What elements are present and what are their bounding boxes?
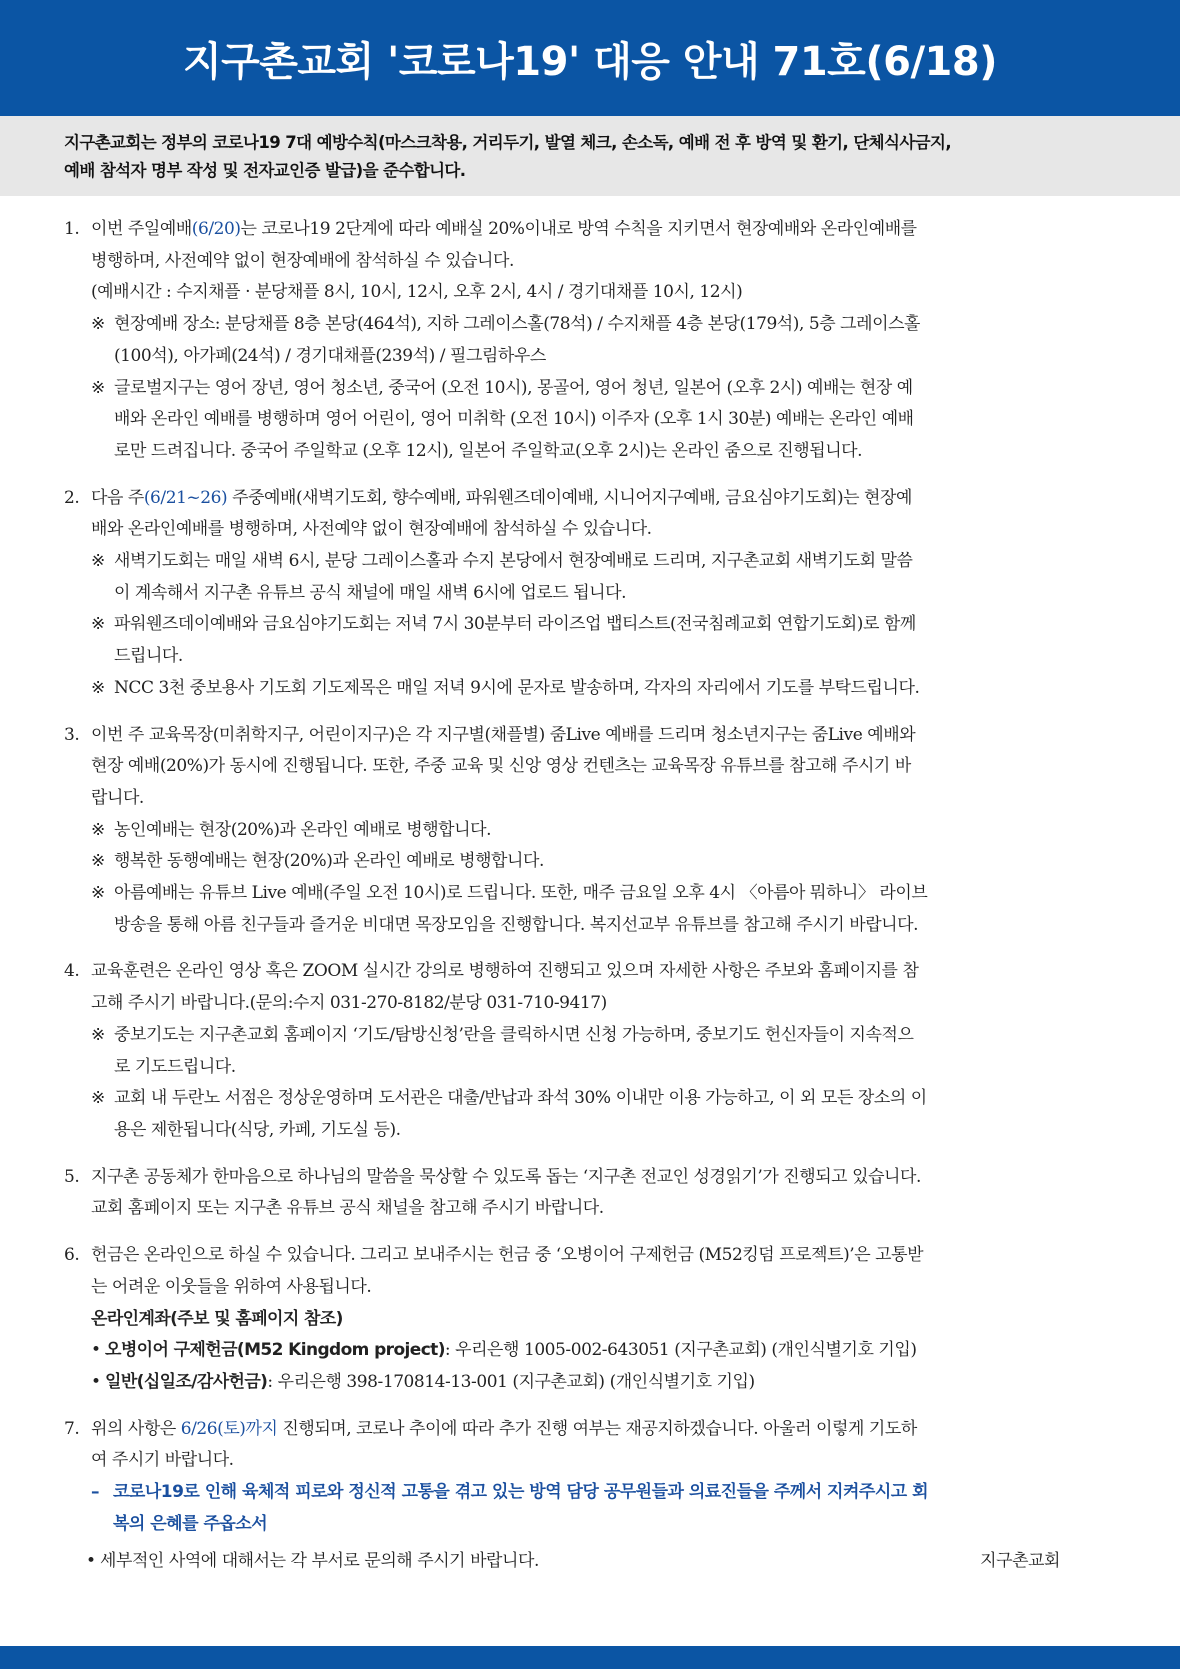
footer-bar: [0, 1646, 1180, 1669]
bullet-icon: •: [86, 1551, 96, 1572]
date-highlight: 6/26(토)까지: [180, 1418, 278, 1439]
notice-list: [0, 196, 1180, 1578]
signature: 지구촌교회: [980, 1551, 1060, 1572]
note-text: 파워웬즈데이예배와 금요심야기도회는 저녁 7시 30분부터 라이즈업 뱁티스트(전국침례교회 연합기도회)로 함께: [114, 614, 916, 635]
item-text: 지구촌 공동체가 한마음으로 하나님의 말씀을 묵상할 수 있도록 돕는 ‘지구촌 전교인 성경읽기’가 진행되고 있습니다.: [91, 1166, 921, 1187]
note-mark-icon: ※: [91, 614, 105, 635]
item-number: 4.: [64, 961, 80, 982]
note-text: 이 계속해서 지구촌 유튜브 공식 채널에 매일 새벽 6시에 업로드 됩니다.: [114, 582, 627, 603]
header-banner: [0, 0, 1180, 116]
item-text: 현장 예배(20%)가 동시에 진행됩니다. 또한, 주중 교육 및 신앙 영상 컨텐츠는 교육목장 유튜브를 참고해 주시기 바: [91, 756, 911, 777]
note-text: (100석), 아가페(24석) / 경기대채플(239석) / 필그림하우스: [114, 345, 546, 366]
note: [91, 609, 1120, 672]
note-text: 로 기도드립니다.: [114, 1056, 236, 1077]
note-text: 드립니다.: [114, 646, 183, 667]
note-text: 중보기도는 지구촌교회 홈페이지 ‘기도/탐방신청’란을 클릭하시면 신청 가능하며, 중보기도 헌신자들이 지속적으: [114, 1024, 914, 1045]
note-mark-icon: ※: [91, 314, 105, 335]
footer-row: [64, 1546, 1120, 1578]
note: [91, 673, 1120, 705]
note-text: NCC 3천 중보용사 기도회 기도제목은 매일 저녁 9시에 문자로 발송하며, 각자의 자리에서 기도를 부탁드립니다.: [114, 677, 920, 698]
note-text: 교회 내 두란노 서점은 정상운영하며 도서관은 대출/반납과 좌석 30% 이내만 이용 가능하고, 이 외 모든 장소의 이: [114, 1088, 927, 1109]
note: [91, 878, 1120, 941]
note-mark-icon: ※: [91, 677, 105, 698]
account-number: : 우리은행 1005-002-643051 (지구촌교회) (개인식별기호 기입): [444, 1340, 917, 1361]
note-text: 아름예배는 유튜브 Live 예배(주일 오전 10시)로 드립니다. 또한, 매주 금요일 오후 4시 〈아름아 뭐하니〉 라이브: [114, 883, 928, 904]
item-text: (예배시간 : 수지채플 · 분당채플 8시, 10시, 12시, 오후 2시, 4시 / 경기대채플 10시, 12시): [91, 282, 743, 303]
note-text: 새벽기도회는 매일 새벽 6시, 분당 그레이스홀과 수지 본당에서 현장예배로 드리며, 지구촌교회 새벽기도회 말씀: [114, 551, 913, 572]
page-title: 지구촌교회 '코로나19' 대응 안내 71호(6/18): [182, 38, 997, 85]
note-text: 로만 드려집니다. 중국어 주일학교 (오후 12시), 일본어 주일학교(오후 2시)는 온라인 줌으로 진행됩니다.: [114, 440, 863, 461]
note: [91, 309, 1120, 372]
item-number: 3.: [64, 724, 80, 745]
intro-line: 지구촌교회는 정부의 코로나19 7대 예방수칙(마스크착용, 거리두기, 발열 체크, 손소독, 예배 전 후 방역 및 환기, 단체식사금지,: [64, 133, 952, 152]
footer-note: 세부적인 사역에 대해서는 각 부서로 문의해 주시기 바랍니다.: [100, 1551, 539, 1572]
account-number: : 우리은행 398-170814-13-001 (지구촌교회) (개인식별기호 기입): [267, 1371, 755, 1392]
prayer-text: 복의 은혜를 주옵소서: [113, 1513, 268, 1534]
account-label: 오병이어 구제헌금(M52 Kingdom project): [105, 1340, 445, 1361]
notice-item-7: [64, 1414, 1120, 1541]
item-text: 다음 주(6/21~26) 주중예배(새벽기도회, 향수예배, 파워웬즈데이예배, 시니어지구예배, 금요심야기도회)는 현장예: [91, 487, 912, 508]
notice-item-4: [64, 956, 1120, 1146]
note-text: 농인예배는 현장(20%)과 온라인 예배로 병행합니다.: [114, 819, 492, 840]
date-highlight: (6/20): [191, 219, 241, 239]
note-text: 행복한 동행예배는 현장(20%)과 온라인 예배로 병행합니다.: [114, 851, 544, 872]
item-text: 여 주시기 바랍니다.: [91, 1450, 234, 1471]
notice-item-3: [64, 720, 1120, 942]
intro-box: [0, 116, 1180, 196]
note: [91, 846, 1120, 878]
note-text: 방송을 통해 아름 친구들과 즐거운 비대면 목장모임을 진행합니다. 복지선교부 유튜브를 참고해 주시기 바랍니다.: [114, 914, 919, 935]
notice-item-2: [64, 483, 1120, 705]
note-mark-icon: ※: [91, 551, 105, 572]
item-text: 이번 주일예배(6/20)는 코로나19 2단계에 따라 예배실 20%이내로 방역 수칙을 지키면서 현장예배와 온라인예배를: [91, 219, 917, 239]
note-mark-icon: ※: [91, 851, 105, 872]
notice-item-6: [64, 1240, 1120, 1399]
item-text: 병행하며, 사전예약 없이 현장예배에 참석하실 수 있습니다.: [91, 250, 514, 271]
intro-line: 예배 참석자 명부 작성 및 전자교인증 발급)을 준수합니다.: [64, 161, 466, 180]
item-text: 이번 주 교육목장(미취학지구, 어린이지구)은 각 지구별(채플별) 줌Live 예배를 드리며 청소년지구는 줌Live 예배와: [91, 724, 916, 745]
item-number: 2.: [64, 487, 80, 508]
note-mark-icon: ※: [91, 819, 105, 840]
notice-item-1: [64, 214, 1120, 468]
dash-icon: –: [91, 1482, 99, 1503]
note-mark-icon: ※: [91, 883, 105, 904]
account-entry: [91, 1367, 1120, 1399]
notice-item-5: [64, 1162, 1120, 1225]
note: [91, 815, 1120, 847]
item-text: 는 어려운 이웃들을 위하여 사용됩니다.: [91, 1276, 372, 1297]
note-text: 현장예배 장소: 분당채플 8층 본당(464석), 지하 그레이스홀(78석) / 수지채플 4층 본당(179석), 5층 그레이스홀: [114, 314, 921, 335]
item-number: 1.: [64, 219, 80, 239]
note-mark-icon: ※: [91, 377, 105, 398]
note-text: 용은 제한됩니다(식당, 카페, 기도실 등).: [114, 1119, 401, 1140]
item-text: 랍니다.: [91, 787, 144, 808]
note: [91, 373, 1120, 468]
bullet-icon: •: [91, 1340, 101, 1361]
item-text: 교육훈련은 온라인 영상 혹은 ZOOM 실시간 강의로 병행하여 진행되고 있으며 자세한 사항은 주보와 홈페이지를 참: [91, 961, 919, 982]
account-label: 일반(십일조/감사헌금): [105, 1371, 268, 1392]
item-number: 5.: [64, 1166, 80, 1187]
bullet-icon: •: [91, 1371, 101, 1392]
note-text: 배와 온라인 예배를 병행하며 영어 어린이, 영어 미취학 (오전 10시) 이주자 (오후 1시 30분) 예배는 온라인 예배: [114, 409, 914, 430]
note-mark-icon: ※: [91, 1088, 105, 1109]
date-highlight: (6/21~26): [143, 487, 228, 508]
prayer-text: 코로나19로 인해 육체적 피로와 정신적 고통을 겪고 있는 방역 담당 공무원들과 의료진들을 주께서 지켜주시고 회: [113, 1482, 929, 1503]
note: [91, 546, 1120, 609]
note: [91, 1020, 1120, 1083]
note-mark-icon: ※: [91, 1024, 105, 1045]
prayer-request: [91, 1477, 1120, 1540]
item-text: 고해 주시기 바랍니다.(문의:수지 031-270-8182/분당 031-710-9417): [91, 993, 607, 1014]
note: [91, 1083, 1120, 1146]
item-text: 위의 사항은 6/26(토)까지 진행되며, 코로나 추이에 따라 추가 진행 여부는 재공지하겠습니다. 아울러 이렇게 기도하: [91, 1418, 917, 1439]
item-text: 배와 온라인예배를 병행하며, 사전예약 없이 현장예배에 참석하실 수 있습니다.: [91, 519, 652, 540]
item-text: 헌금은 온라인으로 하실 수 있습니다. 그리고 보내주시는 헌금 중 ‘오병이어 구제헌금 (M52킹덤 프로젝트)’은 고통받: [91, 1245, 924, 1266]
note-text: 글로벌지구는 영어 장년, 영어 청소년, 중국어 (오전 10시), 몽골어, 영어 청년, 일본어 (오후 2시) 예배는 현장 예: [114, 377, 913, 398]
item-number: 6.: [64, 1245, 80, 1266]
item-number: 7.: [64, 1418, 80, 1439]
account-entry: [91, 1335, 1120, 1367]
account-title: 온라인계좌(주보 및 홈페이지 참조): [91, 1308, 343, 1329]
item-text: 교회 홈페이지 또는 지구촌 유튜브 공식 채널을 참고해 주시기 바랍니다.: [91, 1198, 604, 1219]
